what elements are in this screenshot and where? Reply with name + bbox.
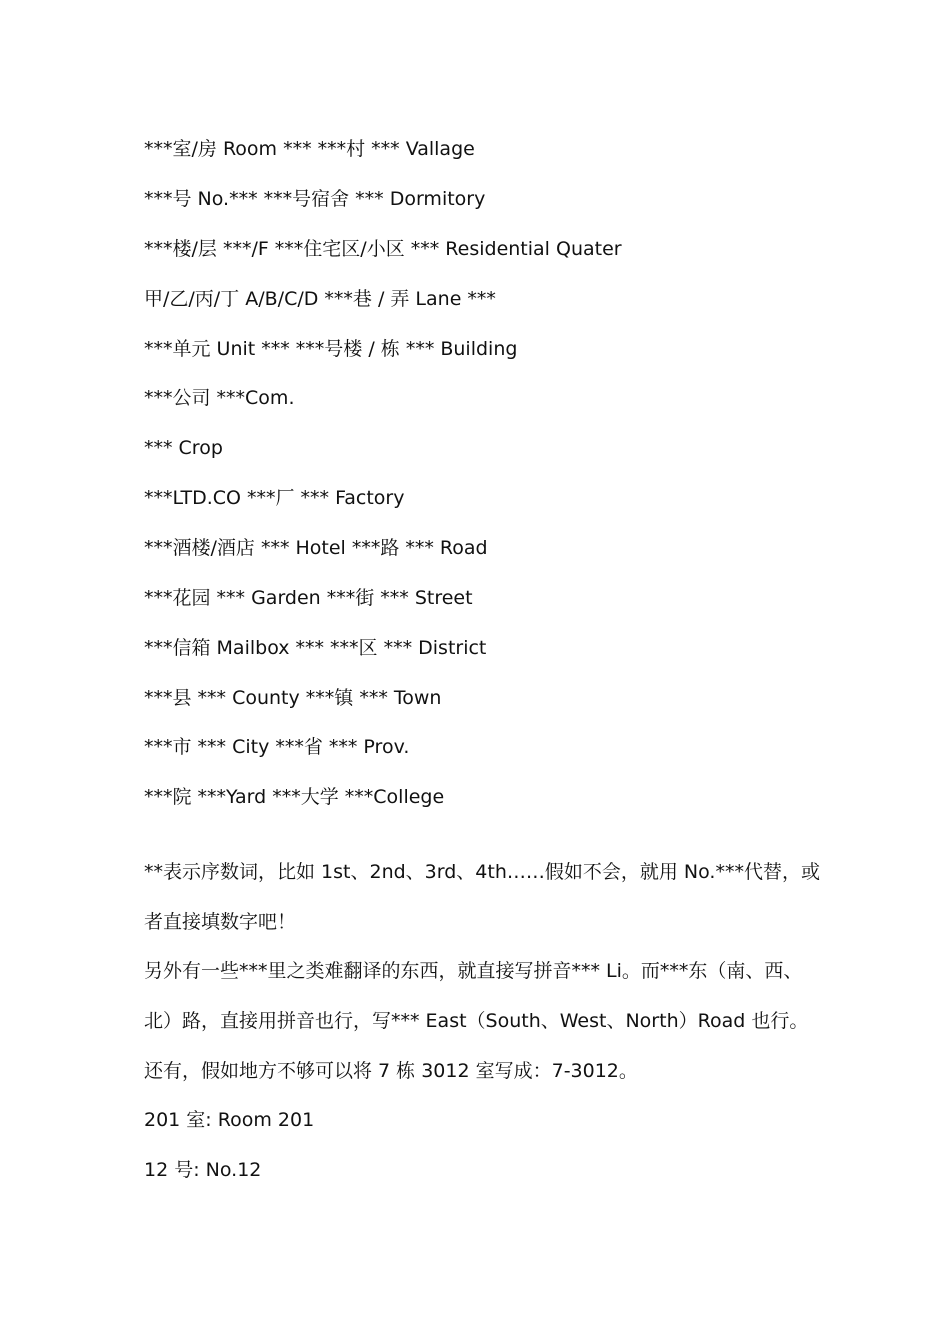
address-term-line: ***院 ***Yard ***大学 ***College — [144, 786, 445, 808]
note-line: 北）路，直接用拼音也行，写*** East（South、West、North）Road 也行。 — [144, 1010, 809, 1032]
address-term-line: ***酒楼/酒店 *** Hotel ***路 *** Road — [144, 537, 488, 559]
address-term-line: ***信箱 Mailbox *** ***区 *** District — [144, 637, 487, 659]
address-term-line: 甲/乙/丙/丁 A/B/C/D ***巷 / 弄 Lane *** — [144, 288, 496, 310]
address-term-line: ***楼/层 ***/F ***住宅区/小区 *** Residential Quater — [144, 238, 622, 260]
address-term-line: ***单元 Unit *** ***号楼 / 栋 *** Building — [144, 338, 518, 360]
address-term-line: ***号 No.*** ***号宿舍 *** Dormitory — [144, 188, 486, 210]
address-term-line: ***公司 ***Com. — [144, 387, 295, 409]
address-term-line: ***LTD.CO ***厂 *** Factory — [144, 487, 405, 509]
note-line: 另外有一些***里之类难翻译的东西，就直接写拼音*** Li。而***东（南、西、 — [144, 960, 803, 982]
example-line: 12 号: No.12 — [144, 1159, 262, 1181]
address-term-line: ***县 *** County ***镇 *** Town — [144, 687, 442, 709]
note-line: **表示序数词，比如 1st、2nd、3rd、4th……假如不会，就用 No.***代替，或 — [144, 861, 820, 883]
address-term-line: ***花园 *** Garden ***街 *** Street — [144, 587, 473, 609]
example-line: 201 室: Room 201 — [144, 1109, 315, 1131]
address-term-line: ***市 *** City ***省 *** Prov. — [144, 736, 410, 758]
address-term-line: ***室/房 Room *** ***村 *** Vallage — [144, 138, 475, 160]
address-term-line: *** Crop — [144, 437, 223, 459]
note-line: 还有，假如地方不够可以将 7 栋 3012 室写成：7-3012。 — [144, 1060, 638, 1082]
note-line: 者直接填数字吧！ — [144, 911, 297, 933]
